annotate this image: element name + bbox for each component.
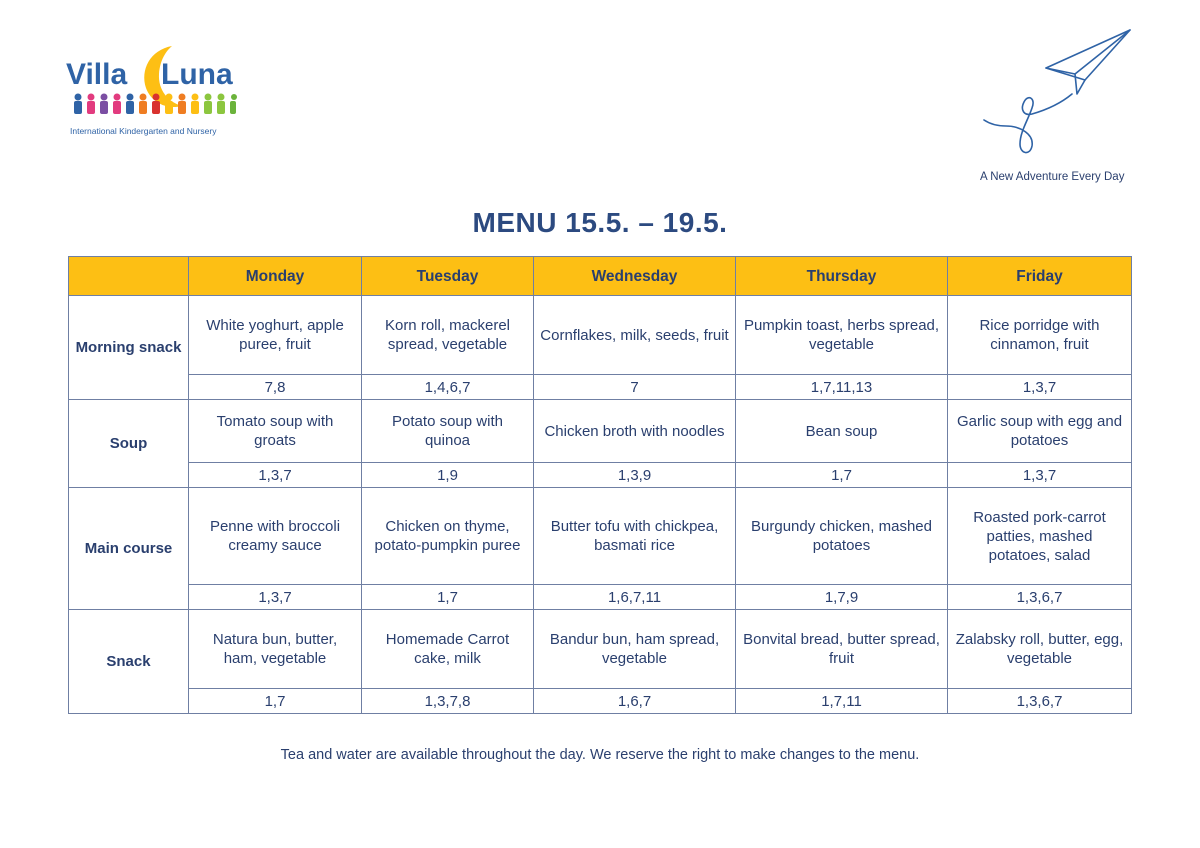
dish-cell: Potato soup with quinoa [362,400,534,463]
dish-cell: Chicken broth with noodles [534,400,736,463]
day-header: Monday [189,257,362,296]
logo-word-luna: Luna [161,58,233,91]
allergen-cell: 7 [534,375,736,400]
page-title: MENU 15.5. – 19.5. [472,207,728,238]
dish-cell: Burgundy chicken, mashed potatoes [736,488,948,585]
dish-cell: Butter tofu with chickpea, basmati rice [534,488,736,585]
allergen-cell: 1,7 [189,689,362,714]
paper-plane-icon [980,28,1140,163]
day-header: Friday [948,257,1132,296]
table-row [69,400,1132,463]
allergen-cell: 1,9 [362,463,534,488]
menu-table [68,256,1132,714]
allergen-cell: 1,3,6,7 [948,689,1132,714]
allergen-row [69,585,1132,610]
dish-cell: White yoghurt, apple puree, fruit [189,296,362,375]
day-header: Tuesday [362,257,534,296]
dish-cell: Homemade Carrot cake, milk [362,610,534,689]
allergen-cell: 1,3,7 [189,463,362,488]
allergen-cell: 7,8 [189,375,362,400]
dish-cell: Rice porridge with cinnamon, fruit [948,296,1132,375]
allergen-cell: 1,7,11 [736,689,948,714]
dish-cell: Cornflakes, milk, seeds, fruit [534,296,736,375]
allergen-cell: 1,3,7 [948,463,1132,488]
children-figures-icon [72,92,237,116]
dish-cell: Roasted pork-carrot patties, mashed potatoes, salad [948,488,1132,585]
allergen-cell: 1,7 [736,463,948,488]
allergen-cell: 1,3,9 [534,463,736,488]
row-label: Main course [69,488,189,610]
dish-cell: Bean soup [736,400,948,463]
table-row [69,488,1132,585]
logo-tagline: International Kindergarten and Nursery [70,126,217,136]
allergen-cell: 1,3,7 [189,585,362,610]
allergen-cell: 1,3,7,8 [362,689,534,714]
allergen-row [69,463,1132,488]
allergen-cell: 1,7 [362,585,534,610]
allergen-row [69,689,1132,714]
dish-cell: Bonvital bread, butter spread, fruit [736,610,948,689]
dish-cell: Pumpkin toast, herbs spread, vegetable [736,296,948,375]
allergen-cell: 1,3,6,7 [948,585,1132,610]
dish-cell: Bandur bun, ham spread, vegetable [534,610,736,689]
allergen-cell: 1,6,7,11 [534,585,736,610]
header-row [69,257,1132,296]
villa-luna-logo [66,44,246,140]
day-header: Wednesday [534,257,736,296]
day-header: Thursday [736,257,948,296]
dish-cell: Natura bun, butter, ham, vegetable [189,610,362,689]
footer-note: Tea and water are available throughout the day. We reserve the right to make changes to the menu. [280,747,920,763]
allergen-cell: 1,4,6,7 [362,375,534,400]
allergen-cell: 1,7,11,13 [736,375,948,400]
row-label: Soup [69,400,189,488]
dish-cell: Chicken on thyme, potato-pumpkin puree [362,488,534,585]
dish-cell: Penne with broccoli creamy sauce [189,488,362,585]
allergen-cell: 1,6,7 [534,689,736,714]
dish-cell: Korn roll, mackerel spread, vegetable [362,296,534,375]
dish-cell: Tomato soup with groats [189,400,362,463]
dish-cell: Zalabsky roll, butter, egg, vegetable [948,610,1132,689]
logo-word-villa: Villa [66,58,128,91]
row-label: Snack [69,610,189,714]
row-label: Morning snack [69,296,189,400]
header-corner [69,257,189,296]
allergen-cell: 1,3,7 [948,375,1132,400]
table-row [69,610,1132,689]
allergen-cell: 1,7,9 [736,585,948,610]
dish-cell: Garlic soup with egg and potatoes [948,400,1132,463]
table-row [69,296,1132,375]
allergen-row [69,375,1132,400]
plane-caption: A New Adventure Every Day [980,171,1125,183]
